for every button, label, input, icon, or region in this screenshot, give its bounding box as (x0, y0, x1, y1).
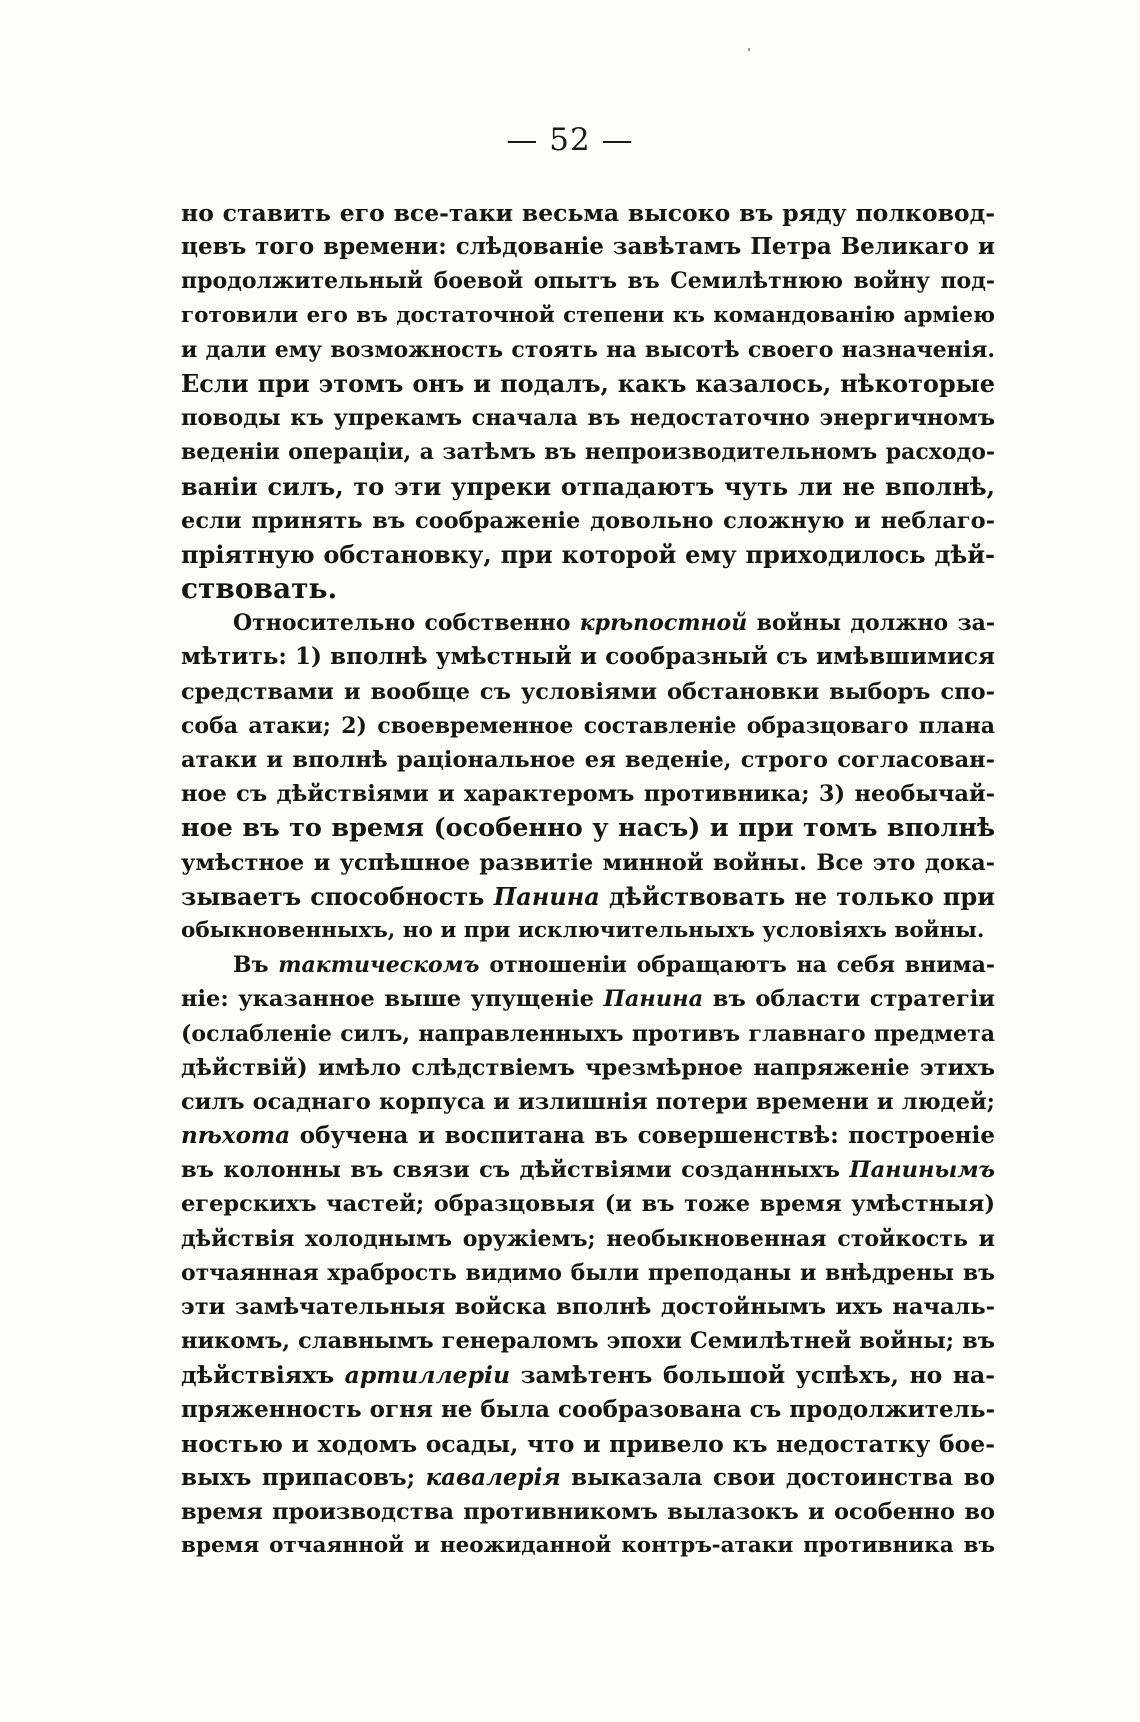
text-line: егерскихъ частей; образцовыя (и въ тоже время умѣстныя) (181, 1191, 995, 1218)
text-line: соба атаки; 2) своевременное составленіе образцоваго плана (181, 712, 995, 739)
text-line: умѣстное и успѣшное развитіе минной войны. Все это дока- (181, 849, 995, 876)
text-line: если принять въ соображеніе довольно сложную и неблаго- (181, 507, 995, 534)
text-line: ное съ дѣйствіями и характеромъ противника; 3) необычай- (181, 781, 995, 808)
text-line: эти замѣчательныя войска вполнѣ достойнымъ ихъ началь- (181, 1294, 995, 1320)
text-line: время производства противникомъ вылазокъ и особенно во (181, 1499, 995, 1526)
text-line: Если при этомъ онъ и подалъ, какъ казалось, нѣкоторые (181, 368, 995, 398)
text-line: отчаянная храбрость видимо были преподаны и внѣдрены въ (181, 1259, 995, 1286)
text-line: ностью и ходомъ осады, что и привело къ недостатку бое- (181, 1429, 995, 1458)
text-line: (ослабленіе силъ, направленныхъ противъ главнаго предмета (181, 1020, 995, 1047)
text-line: цевъ того времени: слѣдованіе завѣтамъ Петра Великаго и (181, 233, 995, 261)
text-line: никомъ, славнымъ генераломъ эпохи Семилѣтней войны; въ (181, 1328, 995, 1355)
text-line: и дали ему возможность стоять на высотѣ своего назначенія. (181, 336, 995, 363)
text-line: средствами и вообще съ условіями обстановки выборъ спо- (181, 678, 995, 705)
text-line: время отчаянной и неожиданной контръ-атаки противника въ (181, 1533, 995, 1559)
text-line: дѣйствій) имѣло слѣдствіемъ чрезмѣрное напряженіе этихъ (181, 1054, 995, 1081)
text-line: продолжительный боевой опытъ въ Семилѣтнюю войну под- (181, 268, 995, 295)
text-line: обыкновенныхъ, но и при исключительныхъ условіяхъ войны. (181, 917, 985, 943)
page-number: — 52 — (506, 122, 634, 158)
paragraph-start-line: Въ тактическомъ отношеніи обращаютъ на себя внима- (233, 952, 995, 979)
text-line: зываетъ способность Панина дѣйствовать не только при (181, 881, 995, 911)
text-line: поводы къ упрекамъ сначала въ недостаточно энергичномъ (181, 405, 995, 432)
text-line: пріятную обстановку, при которой ему приходилось дѣй- (181, 539, 995, 569)
text-line: дѣйствіяхъ артиллеріи замѣтенъ большой успѣхъ, но на- (181, 1361, 995, 1390)
text-line: силъ осаднаго корпуса и излишнія потери времени и людей; (181, 1088, 995, 1115)
text-line: ное въ то время (особенно у насъ) и при томъ вполнѣ (181, 813, 995, 844)
print-speck (748, 48, 750, 51)
body-text (181, 196, 995, 1564)
text-line: пряженность огня не была сообразована съ продолжитель- (181, 1395, 995, 1423)
text-line: веденіи операціи, а затѣмъ въ непроизводительномъ расходо- (181, 439, 995, 466)
text-line: дѣйствія холоднымъ оружіемъ; необыкновенная стойкость и (181, 1225, 995, 1252)
text-line: атаки и вполнѣ раціональное ея веденіе, строго согласован- (181, 747, 995, 773)
text-line: пѣхота обучена и воспитана въ совершенствѣ: построеніе (181, 1122, 995, 1150)
text-line: готовили его въ достаточной степени къ командованію арміею (181, 302, 995, 328)
text-line: въ колонны въ связи съ дѣйствіями созданныхъ Панинымъ (181, 1157, 995, 1184)
text-line: мѣтить: 1) вполнѣ умѣстный и сообразный съ имѣвшимися (181, 643, 995, 671)
text-line: но ставить его все-таки весьма высоко въ ряду полковод- (181, 199, 995, 227)
text-line: выхъ припасовъ; кавалерія выказала свои достоинства во (181, 1463, 995, 1491)
paragraph-start-line: Относительно собственно крѣпостной войны должно за- (233, 610, 995, 637)
text-line: ваніи силъ, то эти упреки отпадаютъ чуть ли не вполнѣ, (181, 471, 995, 501)
text-line: ніе: указанное выше упущеніе Панина въ области стратегіи (181, 986, 995, 1013)
text-line: ствовать. (181, 572, 338, 606)
